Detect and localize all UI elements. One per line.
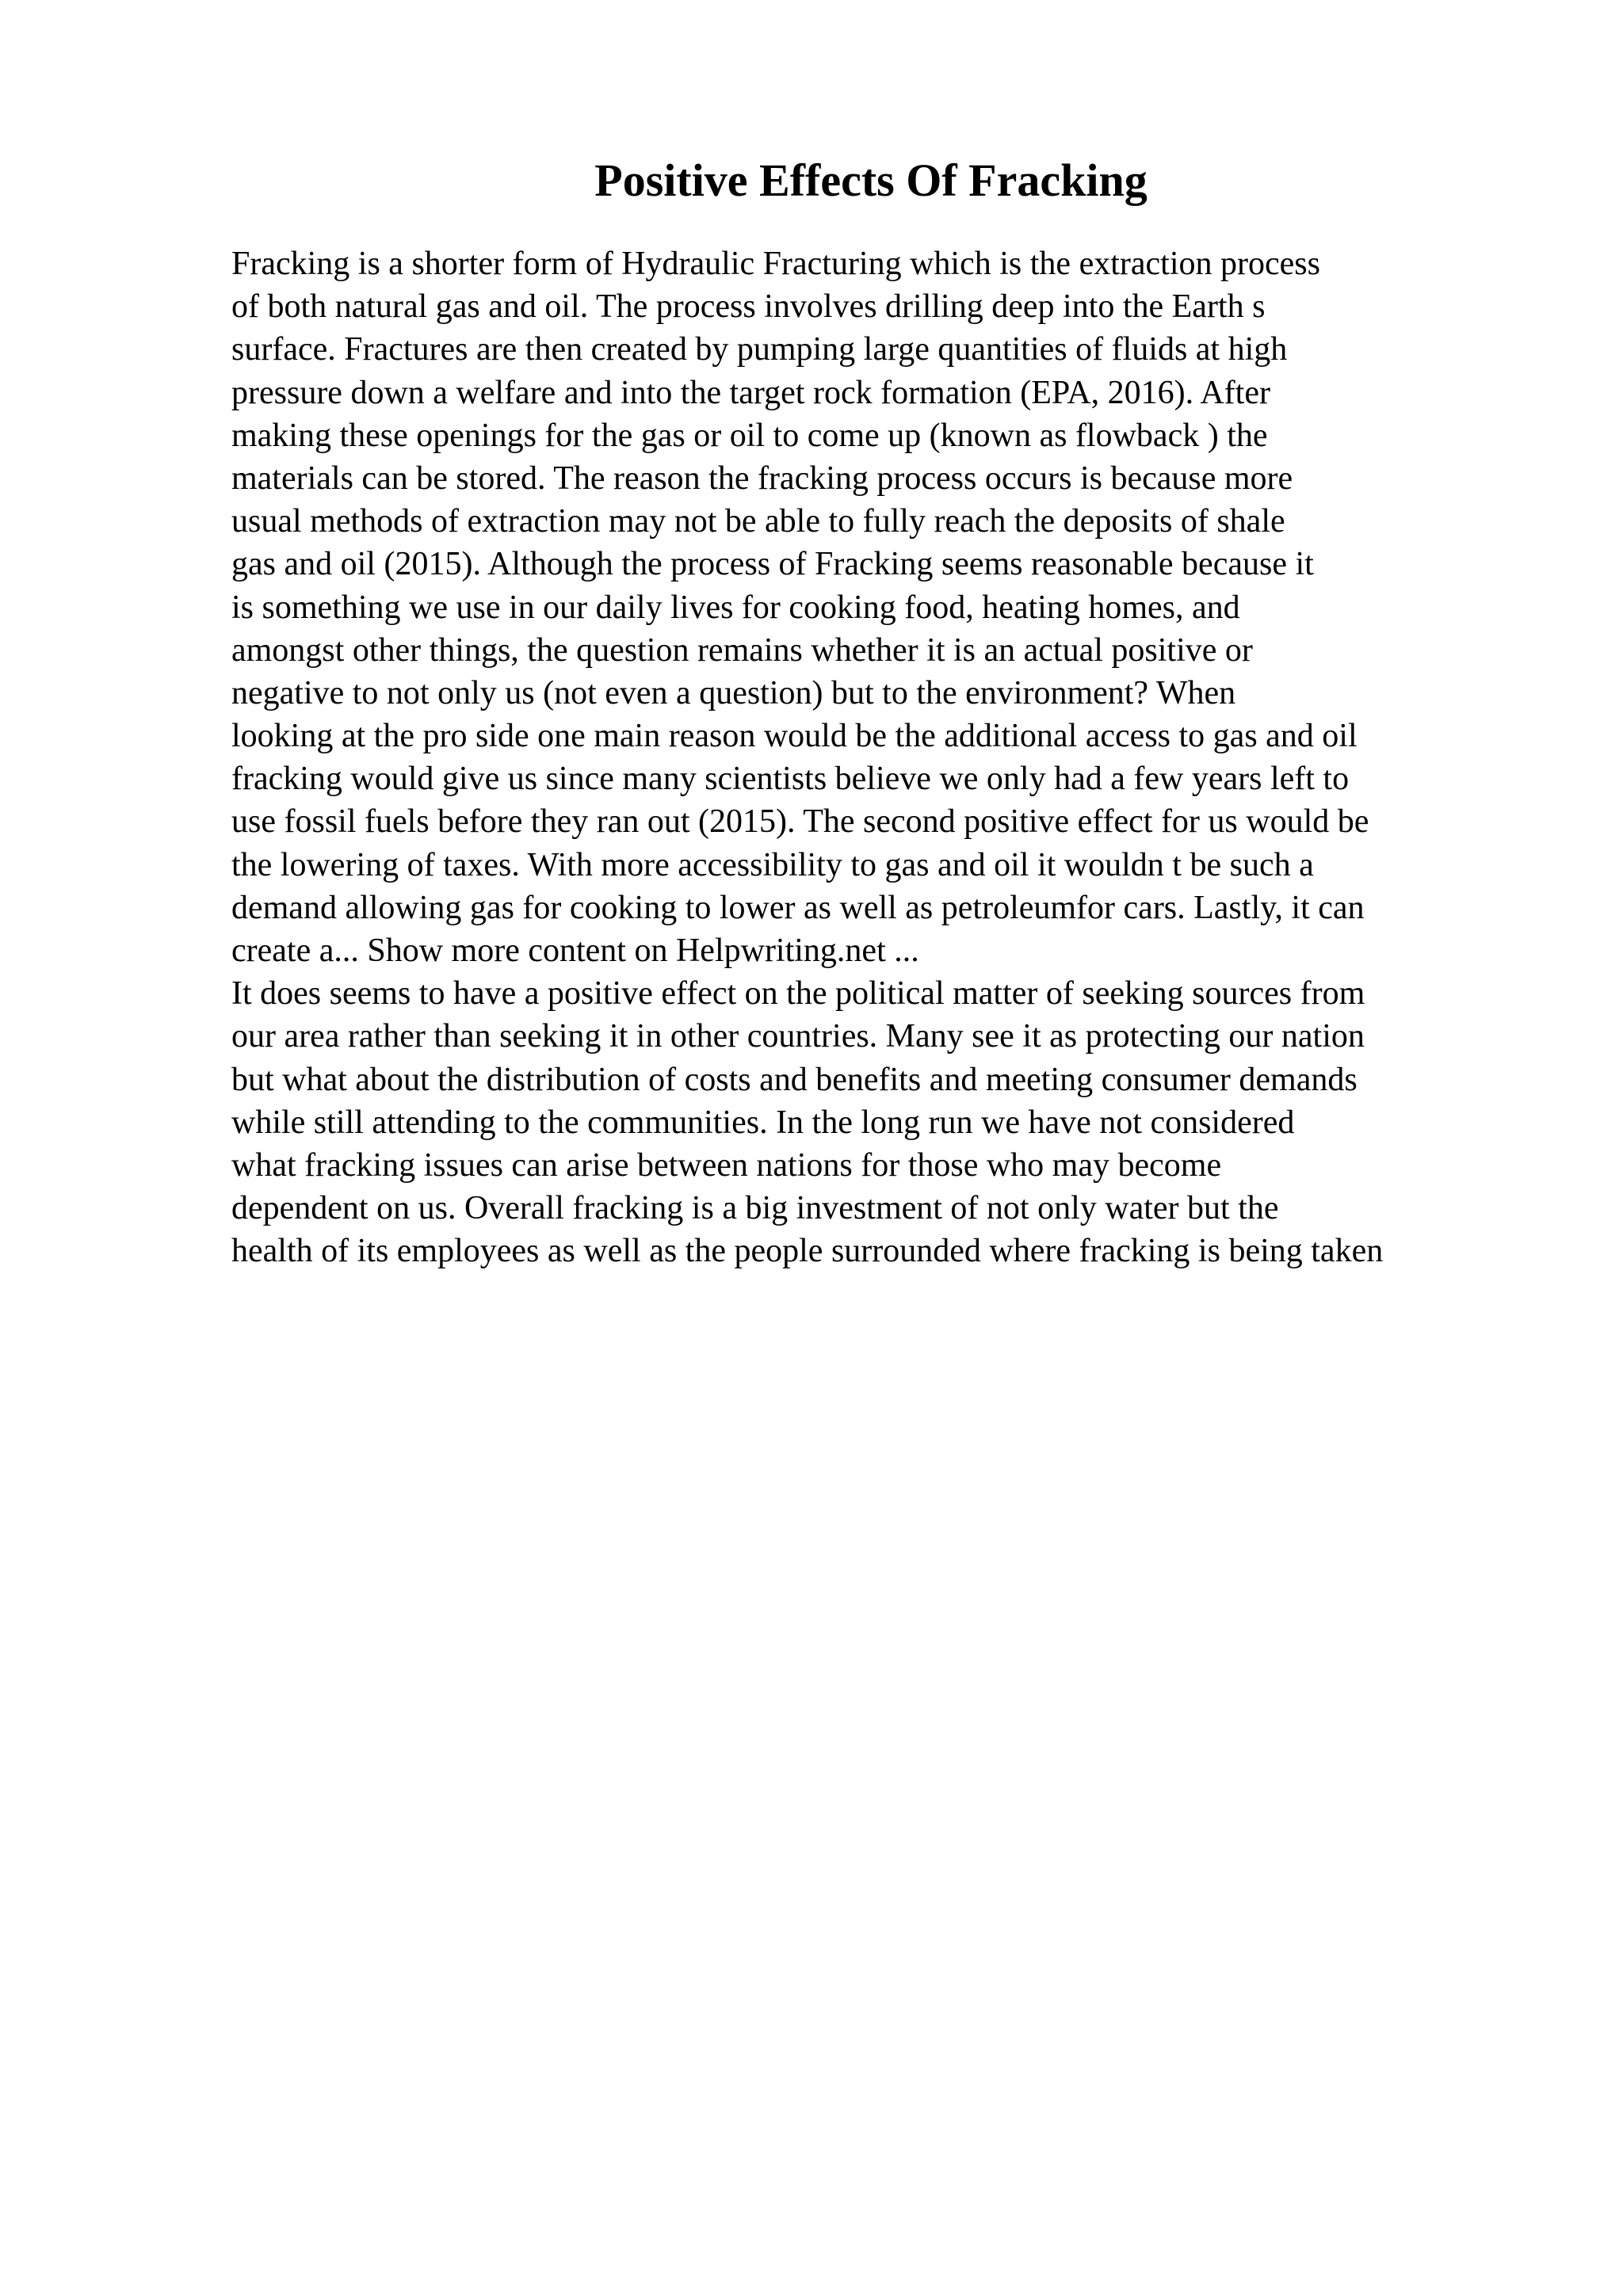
text-line: It does seems to have a positive effect on the political matter of seeking sources from xyxy=(231,975,1365,1013)
document-body xyxy=(231,242,1594,1273)
text-line: making these openings for the gas or oil to come up (known as flowback ) the xyxy=(231,417,1268,454)
text-line: materials can be stored. The reason the fracking process occurs is because more xyxy=(231,460,1293,497)
text-line: demand allowing gas for cooking to lower as well as petroleumfor cars. Lastly, it can xyxy=(231,889,1365,926)
text-line: is something we use in our daily lives for cooking food, heating homes, and xyxy=(231,589,1240,626)
text-line: gas and oil (2015). Although the process of Fracking seems reasonable because it xyxy=(231,546,1314,583)
document-title: Positive Effects Of Fracking xyxy=(594,154,1148,206)
text-line: use fossil fuels before they ran out (2015). The second positive effect for us would be xyxy=(231,803,1369,841)
paragraph-1 xyxy=(231,242,1594,972)
text-line: dependent on us. Overall fracking is a big investment of not only water but the xyxy=(231,1190,1279,1227)
text-line: usual methods of extraction may not be able to fully reach the deposits of shale xyxy=(231,503,1285,540)
text-line: pressure down a welfare and into the target rock formation (EPA, 2016). After xyxy=(231,374,1270,411)
text-line: but what about the distribution of costs and benefits and meeting consumer demands xyxy=(231,1061,1358,1098)
text-line: health of its employees as well as the people surrounded where fracking is being taken xyxy=(231,1233,1384,1270)
text-line: surface. Fractures are then created by pumping large quantities of fluids at high xyxy=(231,331,1288,368)
text-line: fracking would give us since many scientists believe we only had a few years left to xyxy=(231,761,1350,798)
text-line: of both natural gas and oil. The process involves drilling deep into the Earth s xyxy=(231,288,1266,326)
paragraph-2 xyxy=(231,972,1594,1272)
text-line: negative to not only us (not even a question) but to the environment? When xyxy=(231,674,1236,711)
text-line: our area rather than seeking it in other countries. Many see it as protecting our nation xyxy=(231,1018,1365,1055)
text-line: what fracking issues can arise between nations for those who may become xyxy=(231,1146,1222,1184)
text-line: amongst other things, the question remains whether it is an actual positive or xyxy=(231,631,1253,669)
text-line: the lowering of taxes. With more accessibility to gas and oil it wouldn t be such a xyxy=(231,846,1314,883)
text-line: create a... Show more content on Helpwriting.net ... xyxy=(231,933,919,969)
text-line: Fracking is a shorter form of Hydraulic Fracturing which is the extraction process xyxy=(231,246,1320,282)
text-line: while still attending to the communities. In the long run we have not considered xyxy=(231,1104,1295,1141)
text-line: looking at the pro side one main reason would be the additional access to gas and oil xyxy=(231,718,1358,755)
